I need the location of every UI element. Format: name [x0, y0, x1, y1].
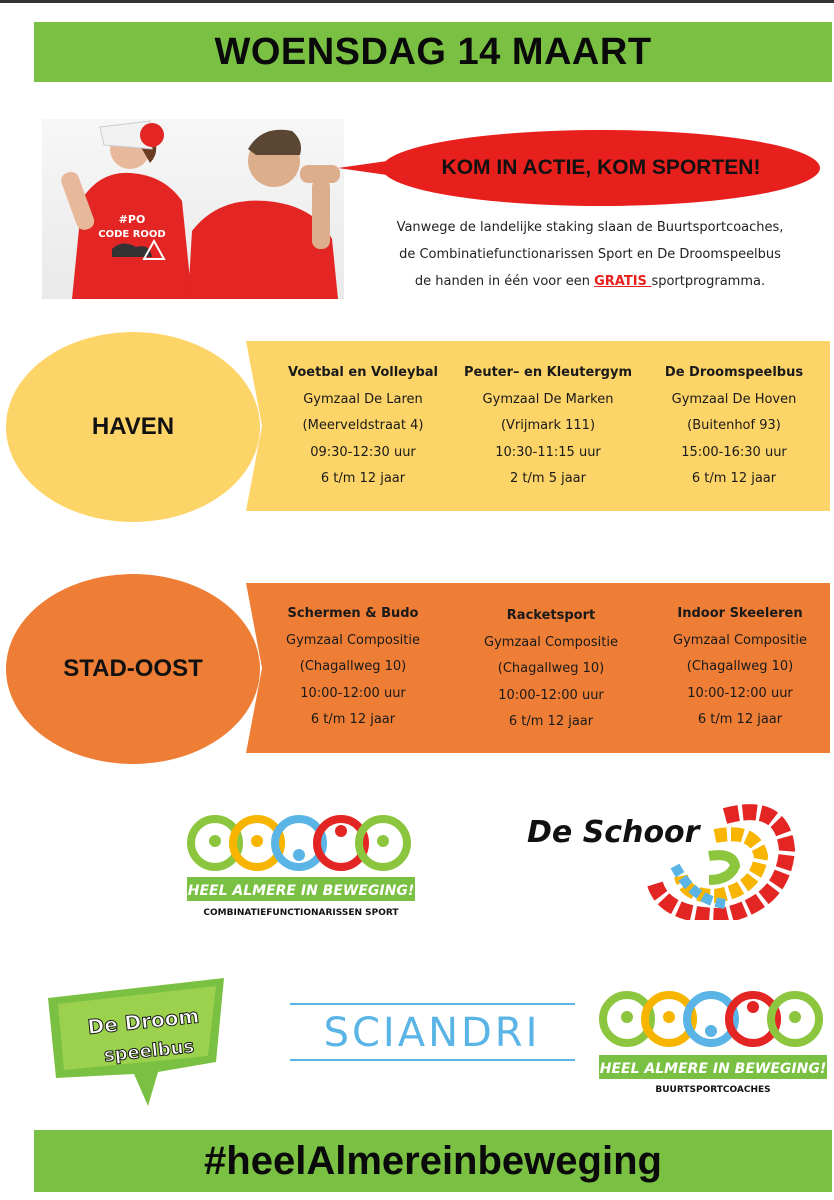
- droomspeelbus-badge-icon: [48, 978, 228, 1108]
- activity-title: Schermen & Budo: [287, 606, 419, 621]
- footer-hashtag: #heelAlmereinbeweging: [34, 1130, 832, 1192]
- activity-address: (Vrijmark 111): [500, 418, 596, 433]
- gratis-highlight: GRATIS: [594, 274, 652, 289]
- stad-oost-activity-3: [649, 601, 831, 734]
- stad-oost-region-label: STAD-OOST: [6, 574, 260, 764]
- intro-line-2: de Combinatiefunctionarissen Sport en De Droomspeelbus: [399, 247, 781, 262]
- activity-venue: Gymzaal De Hoven: [671, 391, 797, 407]
- haven-region-label: HAVEN: [6, 332, 260, 522]
- activity-age: 6 t/m 12 jaar: [310, 712, 396, 727]
- activity-title: Voetbal en Volleybal: [288, 365, 438, 380]
- haven-activity-1: [272, 360, 454, 493]
- activity-address: (Meerveldstraat 4): [302, 418, 424, 433]
- activity-time: 10:00-12:00 uur: [498, 687, 604, 703]
- shirt-text-1: #PO: [118, 213, 146, 226]
- activity-venue: Gymzaal Compositie: [673, 632, 807, 648]
- schoor-swirl-icon: [525, 800, 795, 920]
- logo-de-schoor: [525, 800, 795, 920]
- activity-address: (Buitenhof 93): [687, 418, 781, 433]
- logo-sciandri: [290, 1000, 575, 1066]
- sciandri-wordmark-icon: [290, 1000, 575, 1066]
- intro-line-3-post: sportprogramma.: [651, 274, 766, 289]
- page-title: WOENSDAG 14 MAART: [34, 22, 832, 82]
- activity-title: Peuter– en Kleutergym: [463, 365, 633, 380]
- activity-title: Indoor Skeeleren: [677, 606, 803, 621]
- activity-age: 2 t/m 5 jaar: [510, 471, 586, 486]
- logo-heel-almere-cfs: [185, 805, 420, 920]
- droom-logo-text-1: De Droom: [86, 1003, 201, 1040]
- activity-age: 6 t/m 12 jaar: [320, 471, 406, 486]
- activity-time: 10:00-12:00 uur: [687, 685, 793, 701]
- activity-age: 6 t/m 12 jaar: [508, 714, 594, 729]
- stad-oost-activity-2: [460, 603, 642, 736]
- activity-title: Racketsport: [506, 608, 596, 623]
- sciandri-logo-text: SCIANDRI: [323, 1010, 541, 1056]
- activity-age: 6 t/m 12 jaar: [697, 712, 783, 727]
- promo-photo: [42, 119, 344, 299]
- rings-icon: [597, 985, 832, 1097]
- activity-venue: Gymzaal De Marken: [482, 391, 614, 407]
- activity-age: 6 t/m 12 jaar: [691, 471, 777, 486]
- activity-venue: Gymzaal Compositie: [286, 632, 420, 648]
- intro-line-3-pre: de handen in één voor een: [414, 274, 595, 289]
- activity-address: (Chagallweg 10): [686, 659, 794, 674]
- bsc-logo-subtext: BUURTSPORTCOACHES: [655, 1085, 771, 1095]
- speech-bubble: KOM IN ACTIE, KOM SPORTEN!: [382, 130, 820, 206]
- bsc-logo-text: HEEL ALMERE IN BEWEGING!: [599, 1061, 827, 1077]
- stad-oost-activity-1: [262, 601, 444, 734]
- activity-address: (Chagallweg 10): [497, 661, 605, 676]
- shirt-text-2: CODE ROOD: [98, 229, 166, 240]
- cfs-logo-subtext: COMBINATIEFUNCTIONARISSEN SPORT: [203, 908, 399, 918]
- logo-heel-almere-bsc: [597, 985, 832, 1097]
- activity-venue: Gymzaal De Laren: [303, 391, 423, 407]
- activity-time: 10:30-11:15 uur: [495, 444, 601, 460]
- people-illustration: [42, 119, 344, 299]
- logo-droomspeelbus: [48, 978, 228, 1108]
- top-rule: [0, 0, 834, 3]
- intro-line-3: [350, 268, 830, 295]
- activity-time: 10:00-12:00 uur: [300, 685, 406, 701]
- schoor-logo-text: De Schoor: [527, 815, 700, 850]
- rings-icon: [185, 805, 420, 920]
- activity-address: (Chagallweg 10): [299, 659, 407, 674]
- intro-line-1: Vanwege de landelijke staking slaan de Buurtsportcoaches,: [396, 220, 784, 235]
- droom-logo-text-2: speelbus: [102, 1036, 196, 1067]
- activity-venue: Gymzaal Compositie: [484, 634, 618, 650]
- intro-text: [350, 214, 830, 295]
- activity-title: De Droomspeelbus: [664, 365, 804, 380]
- cfs-logo-text: HEEL ALMERE IN BEWEGING!: [187, 883, 415, 899]
- activity-time: 15:00-16:30 uur: [681, 444, 787, 460]
- activity-time: 09:30-12:30 uur: [310, 444, 416, 460]
- haven-activity-3: [643, 360, 825, 493]
- haven-activity-2: [457, 360, 639, 493]
